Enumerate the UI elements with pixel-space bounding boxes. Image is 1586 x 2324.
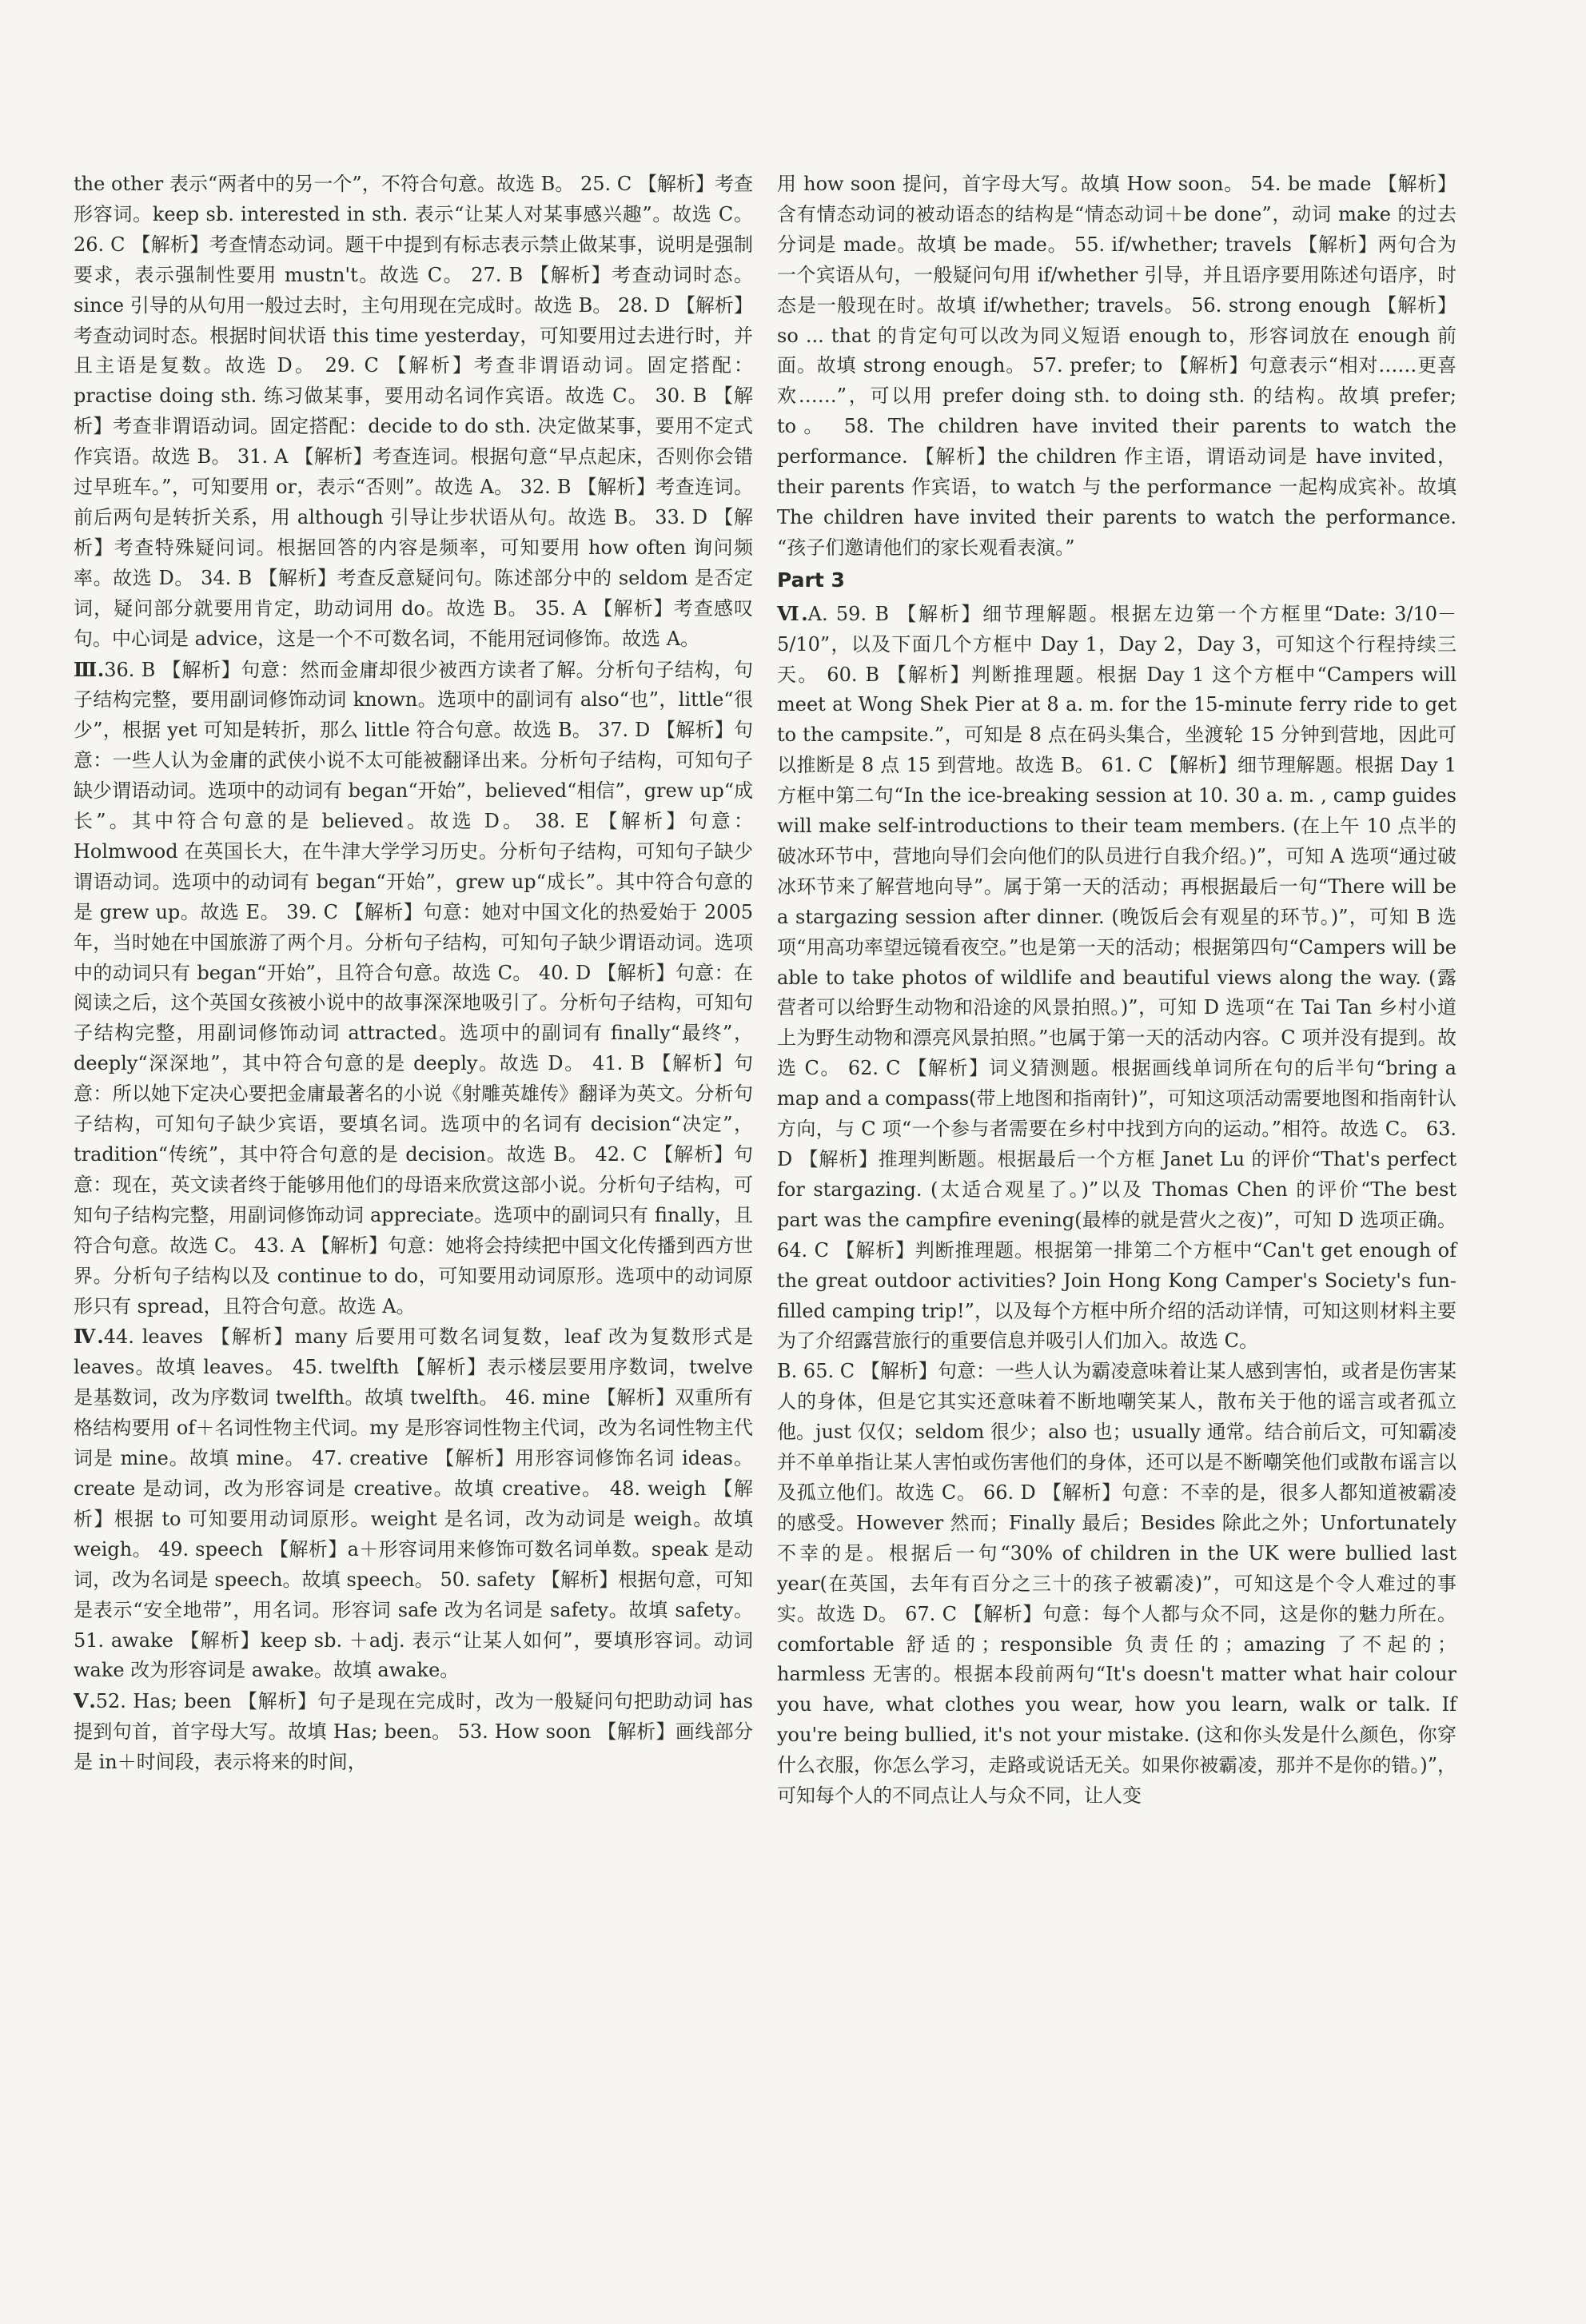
right-column (777, 169, 1456, 1812)
answers-53-58: 用 how soon 提问，首字母大写。故填 How soon。 54. be made 【解析】含有情态动词的被动语态的结构是“情态动词＋be done”，动词 make 的过去分词是 made。故填 be made。 55. if/whether; travels 【解析】两句合为一个宾语从句，一般疑问句用 if/whether 引导，并且语序要用陈述句语序，时态是一般现在时。故填 if/whether; travels。 56. strong enough 【解析】so ... that 的肯定句可以改为同义短语 enough to，形容词放在 enough 前面。故填 strong enough。 57. prefer; to 【解析】句意表示“相对……更喜欢……”，可以用 prefer doing sth. to doing sth. 的结构。故填 prefer; to。 58. The children have invited their parents to watch the performance. 【解析】the children 作主语，谓语动词是 have invited，their parents 作宾语，to watch 与 the performance 一起构成宾补。故填 The children have invited their parents to watch the performance. “孩子们邀请他们的家长观看表演。” (777, 173, 1456, 559)
answers-44-51: 44. leaves 【解析】many 后要用可数名词复数，leaf 改为复数形式是 leaves。故填 leaves。 45. twelfth 【解析】表示楼层要用序数词，twelve 是基数词，改为序数词 twelfth。故填 twelfth。 46. mine 【解析】双重所有格结构要用 of＋名词性物主代词。my 是形容词性物主代词，改为名词性物主代词是 mine。故填 mine。 47. creative 【解析】用形容词修饰名词 ideas。create 是动词，改为形容词是 creative。故填 creative。 48. weigh 【解析】根据 to 可知要用动词原形。weight 是名词，改为动词是 weigh。故填 weigh。 49. speech 【解析】a＋形容词用来修饰可数名词单数。speak 是动词，改为名词是 speech。故填 speech。 50. safety 【解析】根据句意，可知是表示“安全地带”，用名词。形容词 safe 改为名词是 safety。故填 safety。 51. awake 【解析】keep sb. ＋adj. 表示“让某人如何”，要填形容词。动词 wake 改为形容词是 awake。故填 awake。 (74, 1325, 753, 1682)
section-label: Ⅲ. (74, 657, 105, 681)
answers-36-43: 36. B 【解析】句意：然而金庸却很少被西方读者了解。分析句子结构，句子结构完整，要用副词修饰动词 known。选项中的副词有 also“也”，little“很少”，根据 yet 可知是转折，那么 little 符合句意。故选 B。 37. D 【解析】句意：一些人认为金庸的武侠小说不太可能被翻译出来。分析句子结构，可知句子缺少谓语动词。选项中的动词有 began“开始”，believed“相信”，grew up“成长”。其中符合句意的是 believed。故选 D。 38. E 【解析】句意：Holmwood 在英国长大，在牛津大学学习历史。分析句子结构，可知句子缺少谓语动词。选项中的动词有 began“开始”，grew up“成长”。其中符合句意的是 grew up。故选 E。 39. C 【解析】句意：她对中国文化的热爱始于 2005 年，当时她在中国旅游了两个月。分析句子结构，可知句子缺少谓语动词。选项中的动词只有 began“开始”，且符合句意。故选 C。 40. D 【解析】句意：在阅读之后，这个英国女孩被小说中的故事深深地吸引了。分析句子结构，可知句子结构完整，用副词修饰动词 attracted。选项中的副词有 finally“最终”，deeply“深深地”，其中符合句意的是 deeply。故选 D。 41. B 【解析】句意：所以她下定决心要把金庸最著名的小说《射雕英雄传》翻译为英文。分析句子结构，可知句子缺少宾语，要填名词。选项中的名词有 decision“决定”，tradition“传统”，其中符合句意的是 decision。故选 B。 42. C 【解析】句意：现在，英文读者终于能够用他们的母语来欣赏这部小说。分析句子结构，可知句子结构完整，用副词修饰动词 appreciate。选项中的副词只有 finally，且符合句意。故选 C。 43. A 【解析】句意：她将会持续把中国文化传播到西方世界。分析句子结构以及 continue to do，可知要用动词原形。选项中的动词原形只有 spread，且符合句意。故选 A。 (74, 658, 753, 1317)
section-vi-b: B. 65. C 【解析】句意：一些人认为霸凌意味着让某人感到害怕，或者是伤害某人的身体，但是它其实还意味着不断地嘲笑某人，散布关于他的谣言或者孤立他。just 仅仅；seldom 很少；also 也；usually 通常。结合前后文，可知霸凌并不单单指让某人害怕或伤害他们的身体，还可以是不断嘲笑他们或散布谣言以及孤立他们。故选 C。 66. D 【解析】句意：不幸的是，很多人都知道被霸凌的感受。However 然而；Finally 最后；Besides 除此之外；Unfortunately 不幸的是。根据后一句“30% of children in the UK were bullied last year(在英国，去年有百分之三十的孩子被霸凌)”，可知这是个令人难过的事实。故选 D。 67. C 【解析】句意：每个人都与众不同，这是你的魅力所在。comfortable 舒适的；responsible 负责任的；amazing 了不起的；harmless 无害的。根据本段前两句“It's doesn't matter what hair colour you have, what clothes you wear, how you learn, walk or talk. If you're being bullied, it's not your mistake. (这和你头发是什么颜色，你穿什么衣服，你怎么学习，走路或说话无关。如果你被霸凌，那并不是你的错。)”，可知每个人的不同点让人与众不同，让人变 (777, 1360, 1456, 1808)
section-iv (74, 1321, 753, 1686)
answers-59-64: A. 59. B 【解析】细节理解题。根据左边第一个方框里“Date: 3/10－5/10”，以及下面几个方框中 Day 1，Day 2，Day 3，可知这个行程持续三天。 60. B 【解析】判断推理题。根据 Day 1 这个方框中“Campers will meet at Wong Shek Pier at 8 a. m. for the 15-minute ferry ride to get to the campsite.”，可知是 8 点在码头集合，坐渡轮 15 分钟到营地，因此可以推断是 8 点 15 到营地。故选 B。 61. C 【解析】细节理解题。根据 Day 1 方框中第二句“In the ice-breaking session at 10. 30 a. m. , camp guides will make self-introductions to their team members. (在上午 10 点半的破冰环节中，营地向导们会向他们的队员进行自我介绍。)”，可知 A 选项“通过破冰环节来了解营地向导”。属于第一天的活动；再根据最后一句“There will be a stargazing session after dinner. (晚饭后会有观星的环节。)”，可知 B 选项“用高功率望远镜看夜空。”也是第一天的活动；根据第四句“Campers will be able to take photos of wildlife and beautiful views along the way. (露营者可以给野生动物和沿途的风景拍照。)”，可知 D 选项“在 Tai Tan 乡村小道上为野生动物和漂亮风景拍照。”也属于第一天的活动内容。C 项并没有提到。故选 C。 62. C 【解析】词义猜测题。根据画线单词所在句的后半句“bring a map and a compass(带上地图和指南针)”，可知这项活动需要地图和指南针认方向，与 C 项“一个参与者需要在乡村中找到方向的运动。”相符。故选 C。 63. D 【解析】推理判断题。根据最后一个方框 Janet Lu 的评价“That's perfect for stargazing. (太适合观星了。)”以及 Thomas Chen 的评价“The best part was the campfire evening(最棒的就是营火之夜)”，可知 D 选项正确。 64. C 【解析】判断推理题。根据第一排第二个方框中“Can't get enough of the great outdoor activities? Join Hong Kong Camper's Society's fun-filled camping trip!”，以及每个方框中所介绍的活动详情，可知这则材料主要为了介绍露营旅行的重要信息并吸引人们加入。故选 C。 (777, 602, 1456, 1353)
section-label: Ⅳ. (74, 1325, 104, 1349)
section-vi-a (777, 599, 1456, 1357)
left-column (74, 169, 753, 1778)
section-iii (74, 655, 753, 1322)
section-v (74, 1686, 753, 1778)
part-3-heading: Part 3 (777, 568, 845, 592)
section-label: Ⅵ. (777, 601, 808, 625)
answers-25-35: the other 表示“两者中的另一个”，不符合句意。故选 B。 25. C 【解析】考查形容词。keep sb. interested in sth. 表示“让某人对某事感兴趣”。故选 C。 26. C 【解析】考查情态动词。题干中提到有标志表示禁止做某事，说明是强制要求，表示强制性要用 mustn't。故选 C。 27. B 【解析】考查动词时态。since 引导的从句用一般过去时，主句用现在完成时。故选 B。 28. D 【解析】考查动词时态。根据时间状语 this time yesterday，可知要用过去进行时，并且主语是复数。故选 D。 29. C 【解析】考查非谓语动词。固定搭配：practise doing sth. 练习做某事，要用动名词作宾语。故选 C。 30. B 【解析】考查非谓语动词。固定搭配：decide to do sth. 决定做某事，要用不定式作宾语。故选 B。 31. A 【解析】考查连词。根据句意“早点起床，否则你会错过早班车。”，可知要用 or，表示“否则”。故选 A。 32. B 【解析】考查连词。前后两句是转折关系，用 although 引导让步状语从句。故选 B。 33. D 【解析】考查特殊疑问词。根据回答的内容是频率，可知要用 how often 询问频率。故选 D。 34. B 【解析】考查反意疑问句。陈述部分中的 seldom 是否定词，疑问部分就要用肯定，助动词用 do。故选 B。 35. A 【解析】考查感叹句。中心词是 advice，这是一个不可数名词，不能用冠词修饰。故选 A。 (74, 173, 753, 650)
section-label: Ⅴ. (74, 1689, 96, 1713)
answer-page (74, 169, 1456, 2120)
answers-52-53: 52. Has; been 【解析】句子是现在完成时，改为一般疑问句把助动词 has 提到句首，首字母大写。故填 Has; been。 53. How soon 【解析】画线部分是 in＋时间段，表示将来的时间， (74, 1690, 753, 1774)
